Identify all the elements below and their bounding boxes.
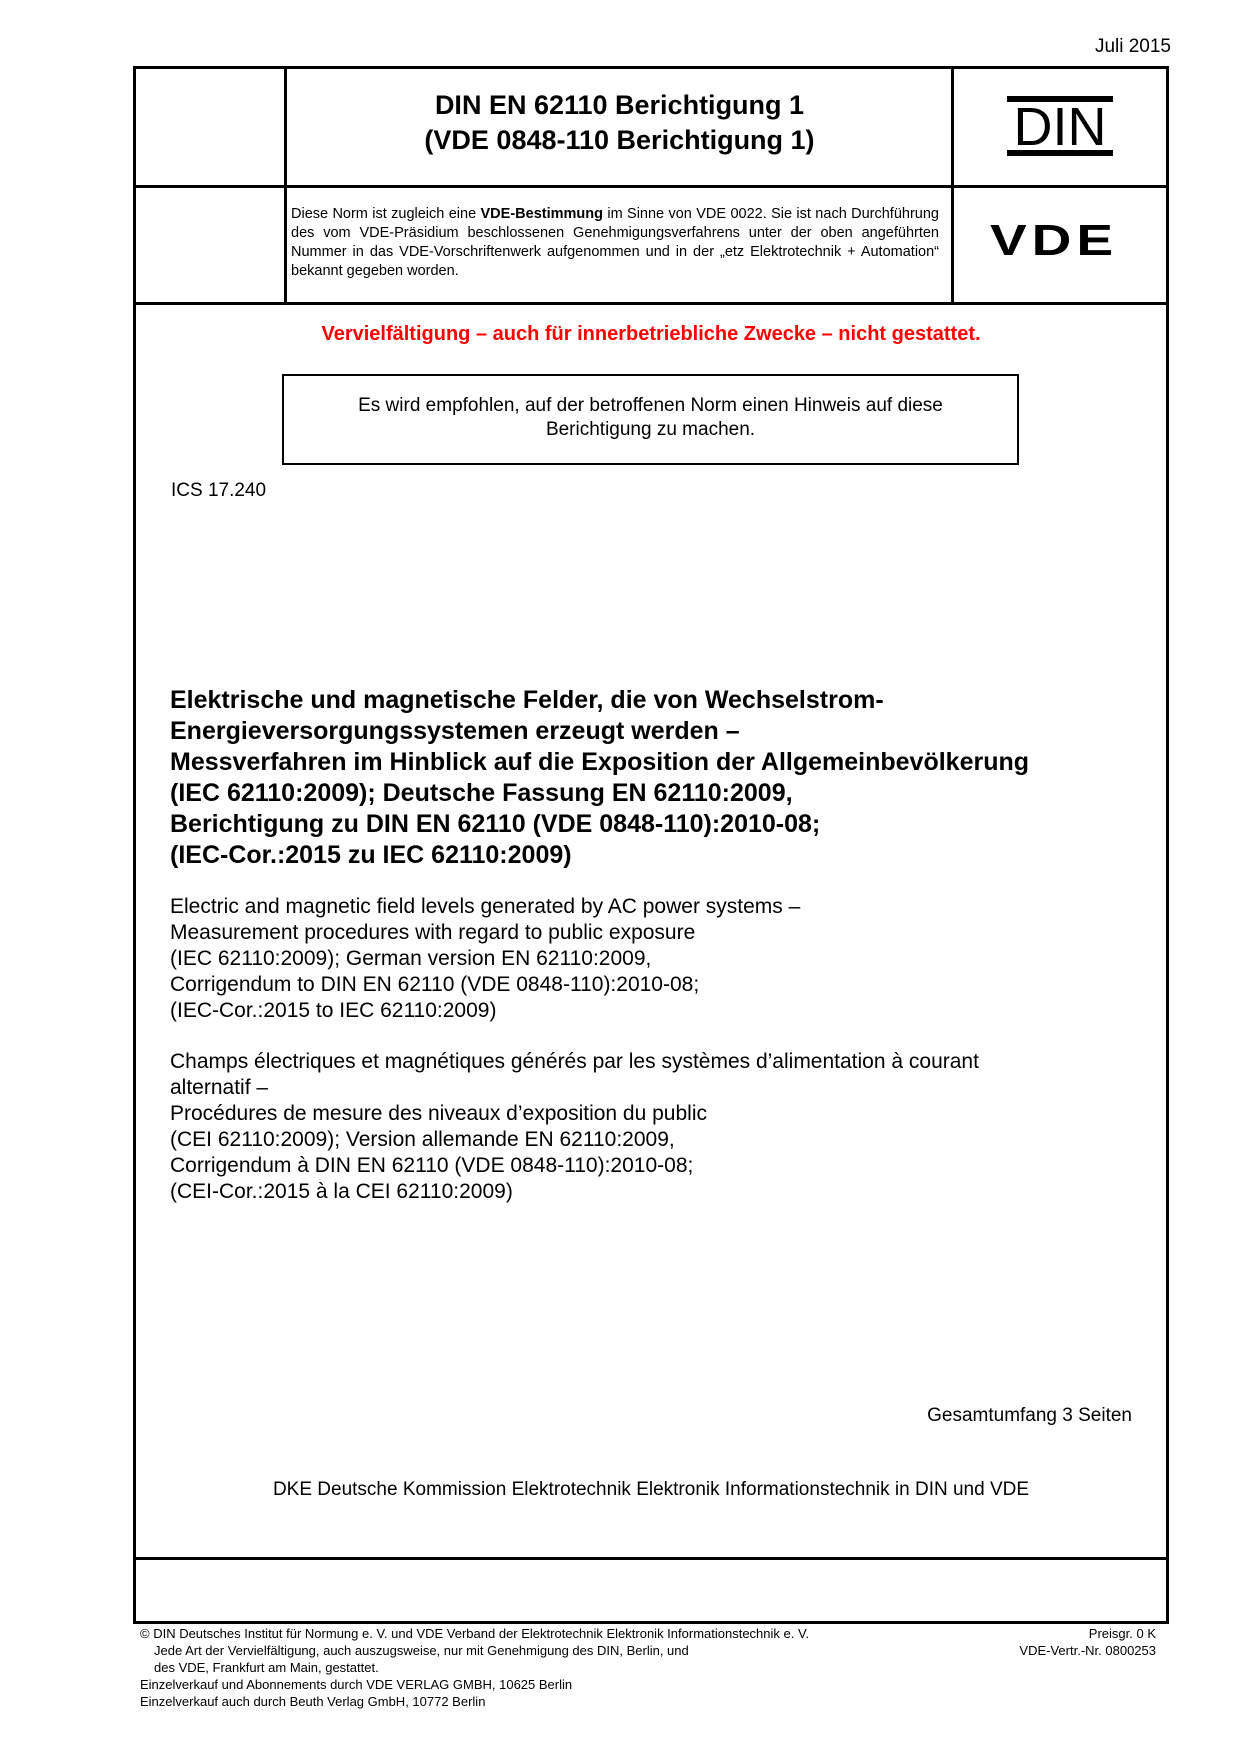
total-pages: Gesamtumfang 3 Seiten — [927, 1405, 1132, 1426]
header-divider — [136, 185, 1166, 188]
german-title — [170, 685, 1130, 871]
dke-line: DKE Deutsche Kommission Elektrotechnik Elektronik Informationstechnik in DIN und VDE — [272, 1479, 1030, 1500]
german-title-line: Messverfahren im Hinblick auf die Exposition der Allgemeinbevölkerung — [170, 748, 1030, 776]
german-title-line: Elektrische und magnetische Felder, die von Wechselstrom- — [170, 686, 884, 714]
french-title-line: alternatif – — [170, 1076, 269, 1099]
vde-notice-suffix: im Sinne von VDE 0022. Sie ist nach Durchführung des vom VDE-Präsidium beschlossenen Genehmigungsverfahrens unter der oben angeführten Nummer in das VDE-Vorschriftenwerk aufgenommen und in der „etz Elektrotechnik + Automation“ bekannt gegeben worden. — [291, 206, 939, 279]
ics-code: ICS 17.240 — [171, 480, 267, 501]
bottom-divider — [136, 1557, 1166, 1560]
footer-copy-rule: Jede Art der Vervielfältigung, auch auszugsweise, nur mit Genehmigung des DIN, Berlin, und — [154, 1643, 689, 1658]
english-title-line: Measurement procedures with regard to public exposure — [170, 921, 696, 944]
english-title-line: Electric and magnetic field levels generated by AC power systems – — [170, 895, 801, 918]
french-title — [170, 1049, 1130, 1205]
document-title-line1: DIN EN 62110 Berichtigung 1 — [434, 90, 805, 120]
german-title-line: (IEC 62110:2009); Deutsche Fassung EN 62110:2009, — [170, 779, 793, 807]
vde-logo: VDE — [990, 216, 1119, 265]
french-title-line: Corrigendum à DIN EN 62110 (VDE 0848-110):2010-08; — [170, 1154, 694, 1177]
din-logo-text: DIN — [1013, 97, 1107, 156]
footer-right — [1019, 1625, 1156, 1659]
publication-date: Juli 2015 — [1094, 36, 1171, 57]
german-title-line: (IEC-Cor.:2015 zu IEC 62110:2009) — [170, 841, 572, 869]
footer-left — [140, 1625, 809, 1710]
note-divider — [136, 302, 1166, 305]
german-title-line: Energieversorgungssystemen erzeugt werden – — [170, 717, 740, 745]
vde-notice-prefix: Diese Norm ist zugleich eine — [291, 206, 481, 222]
english-title-line: (IEC-Cor.:2015 to IEC 62110:2009) — [170, 999, 497, 1022]
recommendation-line1: Es wird empfohlen, auf der betroffenen Norm einen Hinweis auf diese — [358, 395, 943, 416]
english-title-line: Corrigendum to DIN EN 62110 (VDE 0848-110):2010-08; — [170, 973, 700, 996]
footer-sales-vde: Einzelverkauf und Abonnements durch VDE VERLAG GMBH, 10625 Berlin — [140, 1677, 573, 1692]
document-title — [283, 88, 956, 158]
price-group: Preisgr. 0 K — [1088, 1626, 1156, 1641]
recommendation-line2: Berichtigung zu machen. — [545, 419, 756, 440]
footer-sales-beuth: Einzelverkauf auch durch Beuth Verlag GmbH, 10772 Berlin — [140, 1694, 486, 1709]
french-title-line: (CEI 62110:2009); Version allemande EN 62110:2009, — [170, 1128, 675, 1151]
german-title-line: Berichtigung zu DIN EN 62110 (VDE 0848-110):2010-08; — [170, 810, 821, 838]
english-title-line: (IEC 62110:2009); German version EN 62110:2009, — [170, 947, 652, 970]
recommendation-box — [282, 374, 1019, 465]
copy-warning: Vervielfältigung – auch für innerbetriebliche Zwecke – nicht gestattet. — [321, 323, 981, 345]
footer-copy-rule-cont: des VDE, Frankfurt am Main, gestattet. — [154, 1660, 379, 1675]
vde-distribution-number: VDE-Vertr.-Nr. 0800253 — [1019, 1643, 1156, 1658]
vde-notice-bold: VDE-Bestimmung — [480, 206, 603, 222]
french-title-line: (CEI-Cor.:2015 à la CEI 62110:2009) — [170, 1180, 513, 1203]
vde-notice — [291, 205, 939, 281]
document-title-line2: (VDE 0848-110 Berichtigung 1) — [424, 125, 815, 155]
din-logo-icon — [1007, 96, 1113, 156]
french-title-line: Procédures de mesure des niveaux d’exposition du public — [170, 1102, 707, 1125]
din-logo — [1007, 96, 1113, 161]
french-title-line: Champs électriques et magnétiques générés par les systèmes d’alimentation à courant — [170, 1050, 979, 1073]
english-title — [170, 894, 1130, 1024]
footer-copyright: © DIN Deutsches Institut für Normung e. V. und VDE Verband der Elektrotechnik Elektronik Informationstechnik e. V. — [140, 1626, 810, 1641]
